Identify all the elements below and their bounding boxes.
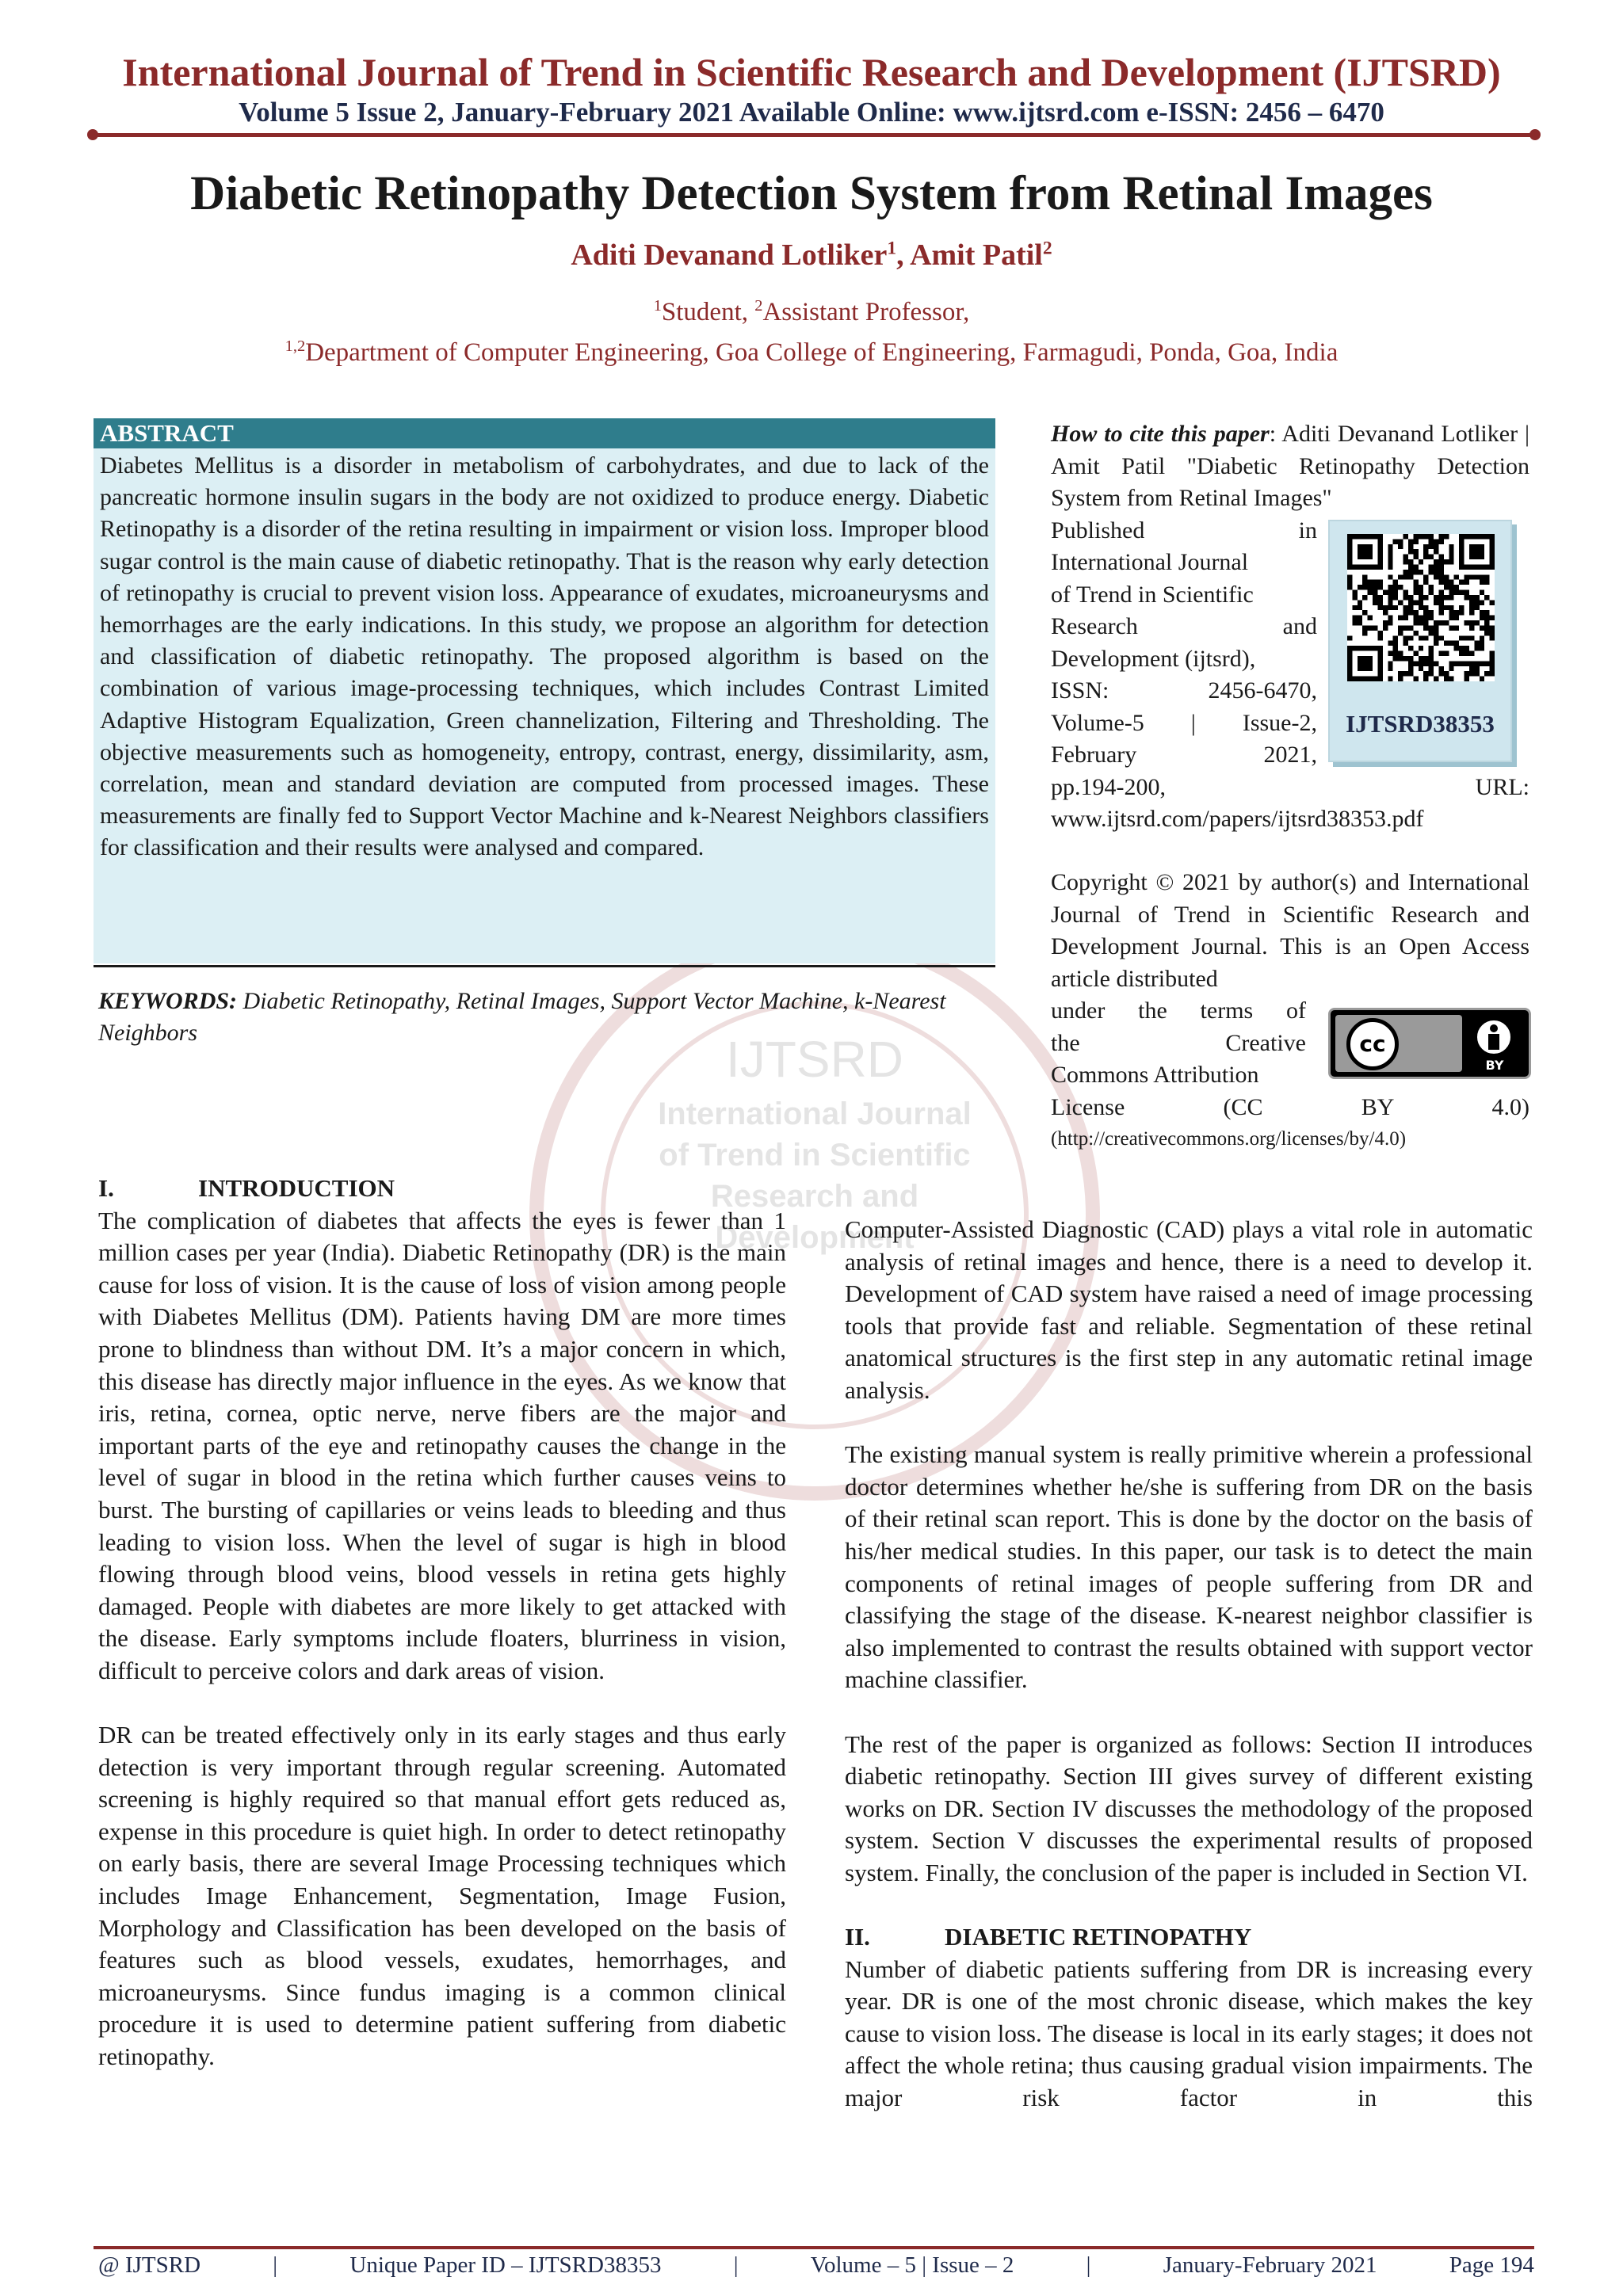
keywords-text: Diabetic Retinopathy, Retinal Images, Support Vector Machine, k-Nearest Neighbors [98,988,946,1046]
footer-separator: | [1086,2252,1091,2278]
paragraph-gap [845,1696,1533,1729]
copyright-narrow [1051,995,1306,1092]
keywords-label: KEYWORDS: [98,988,238,1014]
paragraph: The rest of the paper is organized as follows: Section II introduces diabetic retinopathy. Section III gives survey of different existing works on DR. Section IV discusses the methodology of the proposed system. Section V discusses the experimental results of proposed system. Finally, the conclusion of the paper is included in Section VI. [845,1730,1533,1886]
section-heading-introduction [98,1173,786,1205]
journal-meta: Volume 5 Issue 2, January-February 2021 Available Online: www.ijtsrd.com e-ISSN: 2456 – 6470 [239,97,1384,128]
copyright-text: Copyright © 2021 by author(s) and International Journal of Trend in Scientific Research and Development Journal. This is an Open Access article distributed [1051,869,1529,992]
watermark-line-1: IJTSRD [726,1031,903,1088]
qr-code-icon [1347,534,1495,681]
section-number: I. [98,1174,114,1202]
body-column-left [98,1173,786,2073]
author-separator: , [896,238,911,272]
cite-intro [1051,418,1529,515]
footer-journal: @ IJTSRD [98,2252,201,2278]
qr-card [1328,520,1512,762]
section-number: II. [845,1923,870,1951]
footer-separator: | [733,2252,739,2278]
affil-2-text: Department of Computer Engineering, Goa College of Engineering, Farmagudi, Ponda, Goa, India [305,338,1338,367]
cite-line-1: Aditi Devanand Lotliker | Amit Patil "Diabetic Retinopathy Detection System from Retinal Images" [1051,421,1529,511]
section-title: DIABETIC RETINOPATHY [945,1923,1252,1951]
watermark-line-2: International Journal [658,1097,972,1131]
attribution-icon [1475,1018,1513,1056]
cc-icon: cc [1346,1018,1399,1070]
copyright-narrow-line: Commons Attribution [1051,1062,1259,1088]
cite-narrow-line: Published in [1051,517,1317,543]
paragraph: DR can be treated effectively only in its early stages and thus early detection is very important through regular screening. Automated screening is highly required so that manual effort gets reduced as, expense in this procedure is quiet high. In order to detect retinopathy on early basis, there are several Image Processing techniques which includes Image Enhancement, Segmentation, Image Fusion, Morphology and Classification has been developed on the basis of features such as blood vessels, exudates, hemorrhages, and microaneurysms. Since fundus imaging is a common clinical procedure it is used to determine patient suffering from diabetic retinopathy. [98,1721,786,2071]
footer-date: January-February 2021 [1163,2252,1377,2278]
cite-narrow-line: Development (ijtsrd), [1051,645,1256,672]
body-column-right [845,1214,1533,2115]
abstract-box [94,418,995,963]
paragraph-gap [98,1688,786,1720]
copyright-narrow-line: under the terms of [1051,997,1306,1024]
affil-sup-b: 2 [754,297,763,315]
keywords [98,986,995,1049]
abstract-divider [94,965,995,967]
footer-volume: Volume – 5 | Issue – 2 [810,2252,1014,2278]
cite-narrow-line: of Trend in Scientific [1051,581,1254,608]
journal-name: International Journal of Trend in Scientific Research and Development (IJTSRD) [122,50,1501,94]
affil-role-b: Assistant Professor, [762,298,970,326]
footer-paper-id: Unique Paper ID – IJTSRD38353 [349,2252,662,2278]
page-footer [98,2252,1534,2279]
abstract-heading: ABSTRACT [94,418,995,448]
cite-narrow-line: International Journal [1051,549,1249,575]
paragraph: Computer-Assisted Diagnostic (CAD) plays a vital role in automatic analysis of retinal images and hence, there is a need to develop it. Development of CAD system have raised a need of image processing tools that provide fast and reliable. Segmentation of these retinal anatomical structures is the first step in any automatic retinal image analysis. [845,1215,1533,1404]
watermark-line-3: of Trend in Scientific [659,1138,971,1173]
author-2-sup: 2 [1042,238,1052,259]
qr-paper-id: IJTSRD38353 [1346,710,1495,738]
cite-url[interactable]: www.ijtsrd.com/papers/ijtsrd38353.pdf [1051,806,1424,832]
authors [0,238,1623,273]
author-2: Amit Patil [910,238,1043,272]
abstract-text: Diabetes Mellitus is a disorder in metabolism of carbohydrates, and due to lack of the pancreatic hormone insulin sugars in the body are not oxidized to produce energy. Diabetic Retinopathy is a disorder of the retina resulting in impairment or vision loss. Improper blood sugar control is the main cause of diabetic retinopathy. That is the reason why early detection of retinopathy is crucial to prevent vision loss. Appearance of exudates, microaneurysms and hemorrhages are the early indications. In this study, we propose an algorithm for detection and classification of diabetic retinopathy. The proposed algorithm is based on the combination of various image-processing techniques, which includes Contrast Limited Adaptive Histogram Equalization, Green channelization, Filtering and Thresholding. The objective measurements such as homogeneity, entropy, contrast, energy, dissimilarity, asm, correlation, mean and standard deviation are computed from processed images. These measurements are finally fed to Support Vector Machine and k-Nearest Neighbors classifiers for classification and their results were analysed and compared. [100,452,989,861]
footer-rule [94,2246,1534,2249]
header-rule [94,133,1534,137]
section-heading-diabetic-retinopathy [845,1921,1533,1954]
section-title: INTRODUCTION [198,1174,395,1202]
cite-pages-line: pp.194-200, URL: [1051,773,1529,800]
footer-page: Page 194 [1449,2252,1534,2278]
author-1-sup: 1 [887,238,897,259]
cite-narrow-line: ISSN: 2456-6470, [1051,677,1317,704]
paragraph: The existing manual system is really primitive wherein a professional doctor determines whether he/she is suffering from DR on the basis of their retinal scan report. This is done by the doctor on the basis of his/her medical studies. In this paper, our task is to detect the main components of retinal images of people suffering from DR and classifying the stage of the disease. K-nearest neighbor classifier is also implemented to contrast the results obtained with support vector machine classifier. [845,1440,1533,1694]
affiliation-department [0,338,1623,368]
cite-narrow [1051,515,1317,772]
copyright-narrow-line: the Creative [1051,1029,1306,1056]
license-url[interactable]: (http://creativecommons.org/licenses/by/4.0) [1051,1128,1407,1150]
paragraph-gap [845,1889,1533,1921]
license-line: License (CC BY 4.0) [1051,1093,1529,1120]
cite-label: How to cite this paper [1051,421,1270,447]
author-1: Aditi Devanand Lotliker [571,238,888,272]
cite-narrow-line: Research and [1051,613,1317,639]
by-label: BY [1485,1058,1504,1073]
paragraph: Number of diabetic patients suffering from DR is increasing every year. DR is one of the most chronic disease, which makes the key cause to vision loss. The disease is local in its early stages; it does not affect the whole retina; thus causing gradual vision impairments. The major risk factor in this [845,1955,1533,2112]
cc-by-badge[interactable] [1328,1008,1531,1079]
affil-2-sup: 1,2 [285,338,306,355]
watermark-line-4: Research and [710,1179,919,1214]
affil-sup-a: 1 [653,297,662,315]
footer-separator: | [273,2252,278,2278]
paragraph: The complication of diabetes that affects the eyes is fewer than 1 million cases per year (India). Diabetic Retinopathy (DR) is the main cause for loss of vision. It is the cause of loss of vision among people with Diabetes Mellitus (DM). Patients having DM are more times prone to blindness than without DM. It’s a major concern in which, this disease has directly major influence in the eyes. As we know that iris, retina, cornea, optic nerve, nerve fibers are the major and important parts of the eye and retinopathy causes the change in the level of sugar in blood in the retina which further causes veins to burst. The bursting of capillaries or veins leads to bleeding and thus leading to vision loss. When the level of sugar is high in blood flowing through blood veins, blood vessels in retina gets highly damaged. People with diabetes are more likely to get attacked with the disease. Early symptoms include floaters, blurriness in vision, difficult to perceive colors and dark areas of vision. [98,1206,786,1684]
affil-role-a: Student, [661,298,755,326]
cc-badge-panel [1335,1015,1462,1072]
paragraph-gap [845,1407,1533,1440]
watermark-line-5: Development [715,1220,915,1255]
cite-colon: : [1269,421,1277,447]
affiliation-roles [0,298,1623,327]
paper-title: Diabetic Retinopathy Detection System from Retinal Images [190,167,1433,220]
cite-narrow-line: Volume-5 | Issue-2, [1051,709,1317,736]
cite-narrow-line: February 2021, [1051,742,1317,768]
